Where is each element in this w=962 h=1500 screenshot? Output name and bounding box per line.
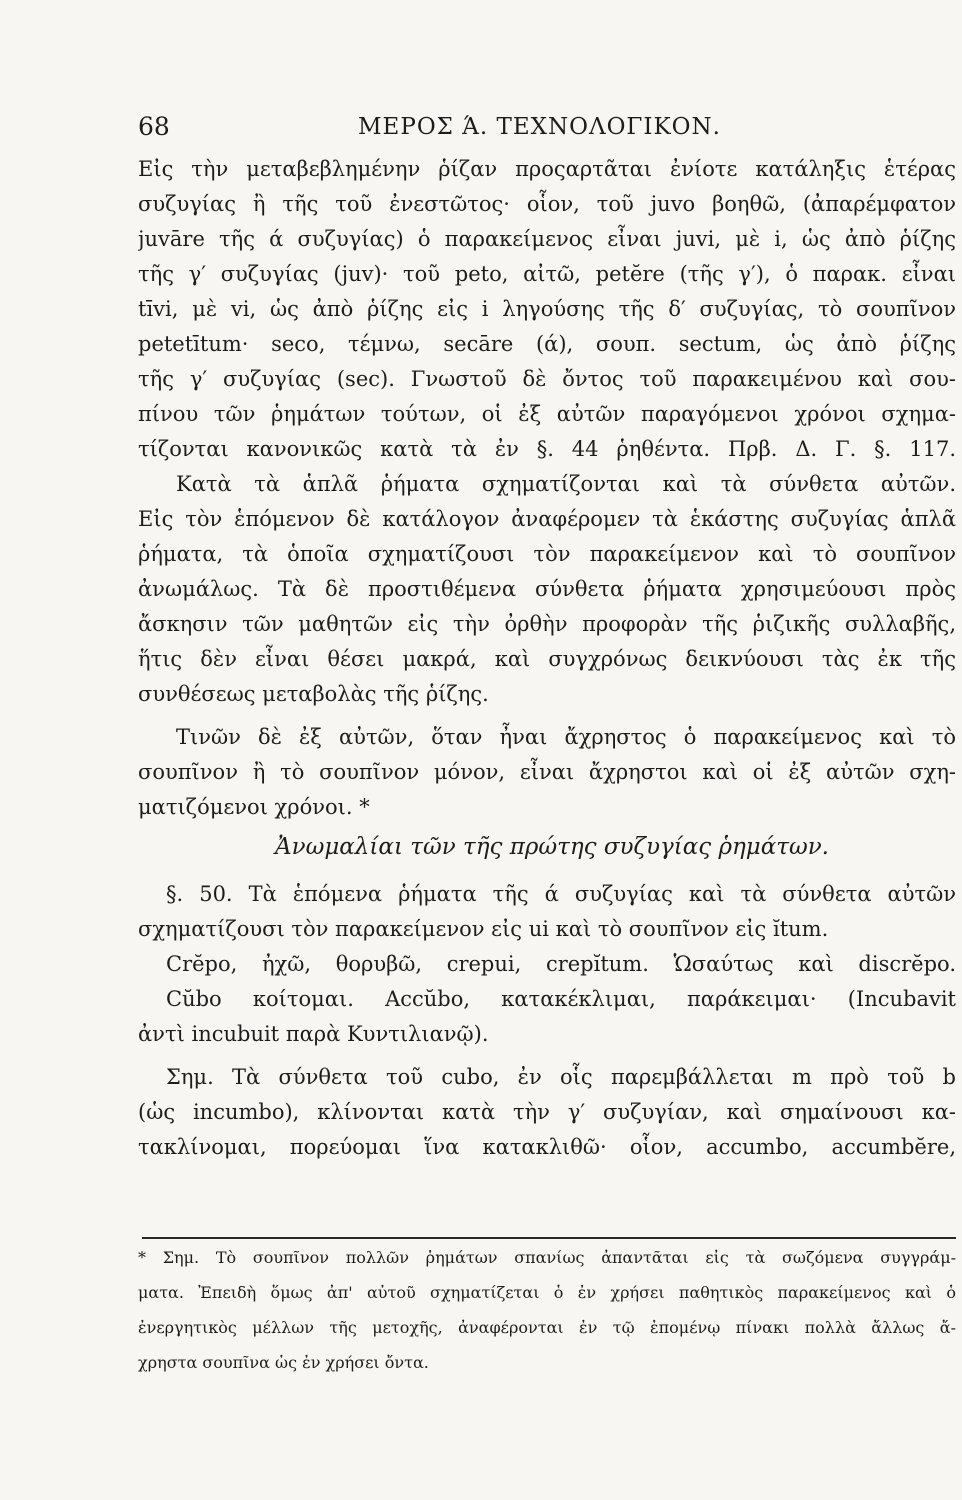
text-line: Τινῶν δὲ ἐξ αὐτῶν, ὅταν ἦναι ἄχρηστος ὁ παρακείμενος καὶ τὸ — [176, 725, 956, 749]
text-line: τακλίνομαι, πορεύομαι ἵνα κατακλιθῶ· οἷον, accumbo, accumbĕre, — [138, 1135, 956, 1159]
text-line: Κατὰ τὰ ἁπλᾶ ῥήματα σχηματίζονται καὶ τὰ σύνθετα αὐτῶν. — [176, 472, 956, 496]
footnote-line: ματα. Ἐπειδὴ ὅμως ἀπ' αὐτοῦ σχηματίζεται ὁ ἐν χρήσει παθητικὸς παρακείμενος καὶ ὁ — [138, 1283, 956, 1302]
text-line: συζυγίας ἢ τῆς τοῦ ἐνεστῶτος· οἷον, τοῦ juvo βοηθῶ, (ἀπαρέμφατον — [138, 192, 956, 216]
text-line: (ὡς incumbo), κλίνονται κατὰ τὴν γ′ συζυγίαν, καὶ σημαίνουσι κα- — [138, 1100, 956, 1124]
text-line: ἥτις δὲν εἶναι θέσει μακρά, καὶ συγχρόνως δεικνύουσι τὰς ἐκ τῆς — [138, 647, 956, 671]
text-line: ἄσκησιν τῶν μαθητῶν εἰς τὴν ὀρθὴν προφορὰν τῆς ῥιζικῆς συλλαβῆς, — [138, 612, 956, 636]
paragraph-5 — [138, 947, 956, 1052]
text-line: Σημ. Τὰ σύνθετα τοῦ cubo, ἐν οἷς παρεμβάλλεται m πρὸ τοῦ b — [166, 1065, 956, 1089]
text-line: ῥήματα, τὰ ὁποῖα σχηματίζουσι τὸν παρακείμενον καὶ τὸ σουπῖνον — [138, 542, 956, 566]
text-line: petetītum· seco, τέμνω, secāre (ά), σουπ. sectum, ὡς ἀπὸ ῥίζης — [138, 332, 956, 356]
text-line: τίζονται κανονικῶς κατὰ τὰ ἐν §. 44 ῥηθέντα. Πρβ. Δ. Γ. §. 117. — [138, 437, 956, 461]
section-subheading: Ἀνωμαλίαι τῶν τῆς πρώτης συζυγίας ῥημάτων. — [274, 834, 829, 860]
footnote-divider — [142, 1237, 956, 1239]
text-line: σουπῖνον ἢ τὸ σουπῖνον μόνον, εἶναι ἄχρηστοι καὶ οἱ ἐξ αὐτῶν σχη- — [138, 760, 956, 784]
text-line: juvāre τῆς ά συζυγίας) ὁ παρακείμενος εἶναι juvi, μὲ i, ὡς ἀπὸ ῥίζης — [138, 227, 956, 251]
text-line: ματιζόμενοι χρόνοι. * — [138, 795, 370, 819]
body-text — [138, 152, 956, 1165]
paragraph-1 — [138, 152, 956, 467]
paragraph-4 — [138, 877, 956, 947]
page-number: 68 — [138, 112, 170, 141]
text-line: συνθέσεως μεταβολὰς τῆς ῥίζης. — [138, 682, 489, 706]
text-line: Crĕpo, ἠχῶ, θορυβῶ, crepui, crepĭtum. Ὡσαύτως καὶ discrĕpo. — [166, 952, 956, 976]
text-line: ἀντὶ incubuit παρὰ Κυντιλιανῷ). — [138, 1022, 489, 1046]
footnote — [138, 1244, 956, 1384]
footnote-line: χρηστα σουπῖνα ὡς ἐν χρήσει ὄντα. — [138, 1353, 429, 1372]
text-line: πίνου τῶν ῥημάτων τούτων, οἱ ἐξ αὐτῶν παραγόμενοι χρόνοι σχημα- — [138, 402, 956, 426]
text-line: τῆς γ′ συζυγίας (juv)· τοῦ peto, αἰτῶ, petĕre (τῆς γ′), ὁ παρακ. εἶναι — [138, 262, 956, 286]
text-line: tīvi, μὲ vi, ὡς ἀπὸ ῥίζης εἰς i ληγούσης τῆς δ′ συζυγίας, τὸ σουπῖνον — [138, 297, 956, 321]
text-line: Cŭbo κοίτομαι. Accŭbo, κατακέκλιμαι, παράκειμαι· (Incubavit — [166, 987, 956, 1011]
paragraph-3 — [138, 720, 956, 825]
running-title: ΜΕΡΟΣ Ά. ΤΕΧΝΟΛΟΓΙΚΟΝ. — [358, 114, 721, 140]
footnote-line: * Σημ. Τὸ σουπῖνον πολλῶν ῥημάτων σπανίως ἀπαντᾶται εἰς τὰ σωζόμενα συγγράμ- — [138, 1248, 956, 1267]
text-line: ἀνωμάλως. Τὰ δὲ προστιθέμενα σύνθετα ῥήματα χρησιμεύουσι πρὸς — [138, 577, 956, 601]
paragraph-2 — [138, 467, 956, 712]
paragraph-6 — [138, 1060, 956, 1165]
text-line: σχηματίζουσι τὸν παρακείμενον εἰς ui καὶ τὸ σουπῖνον εἰς ĭtum. — [138, 917, 829, 941]
page-header — [138, 112, 858, 148]
footnote-line: ἐνεργητικὸς μέλλων τῆς μετοχῆς, ἀναφέρονται ἐν τῷ ἑπομένῳ πίνακι πολλὰ ἄλλως ἄ- — [138, 1318, 956, 1337]
text-line: Εἰς τὴν μεταβεβλημένην ῥίζαν προςαρτᾶται ἐνίοτε κατάληξις ἑτέρας — [138, 157, 956, 181]
text-line: Εἰς τὸν ἑπόμενον δὲ κατάλογον ἀναφέρομεν τὰ ἑκάστης συζυγίας ἁπλᾶ — [138, 507, 956, 531]
text-line: τῆς γ′ συζυγίας (sec). Γνωστοῦ δὲ ὄντος τοῦ παρακειμένου καὶ σου- — [138, 367, 956, 391]
text-line: §. 50. Τὰ ἑπόμενα ῥήματα τῆς ά συζυγίας καὶ τὰ σύνθετα αὐτῶν — [166, 882, 956, 906]
